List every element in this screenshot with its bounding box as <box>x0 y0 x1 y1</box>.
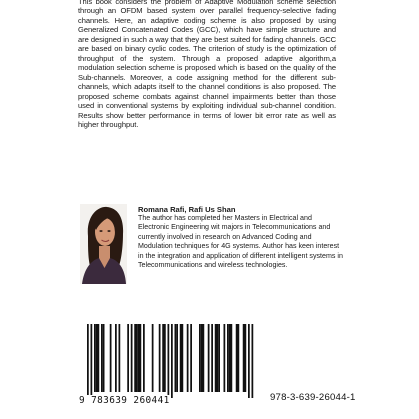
barcode-bar <box>101 324 103 392</box>
barcode-bar <box>168 324 170 398</box>
barcode-bar <box>140 324 142 392</box>
barcode-bar <box>208 324 210 392</box>
barcode-digits: 9 783639 260441 <box>79 395 170 406</box>
barcode-bar <box>143 324 145 392</box>
barcode-bar <box>171 324 173 398</box>
barcode-bar <box>91 324 93 398</box>
barcode-bar <box>96 324 98 392</box>
barcode-bar <box>245 324 247 392</box>
barcode-bar <box>175 324 177 392</box>
author-bio: The author has completed her Masters in Electrical and Electronic Engineering wit majors in Telecommunications and currently involved in research on Advanced Coding and Modulation techniques for 4G systems. Author has keen interest in the integration and application of different intelligent systems in Telecommunications and wireless technologies. <box>138 214 343 270</box>
barcode-bar <box>134 324 136 392</box>
barcode-bar <box>182 324 184 392</box>
barcode-bar <box>180 324 182 392</box>
barcode-bar <box>131 324 133 392</box>
barcode-bar <box>203 324 205 392</box>
barcode-bar <box>127 324 129 392</box>
barcode-bar <box>164 324 166 392</box>
barcode-bar <box>201 324 203 392</box>
barcode-bar <box>98 324 100 392</box>
isbn-number: 978-3-639-26044-1 <box>270 392 356 403</box>
barcode-bar <box>231 324 233 392</box>
barcode-bar <box>152 324 154 392</box>
barcode-bar <box>217 324 219 392</box>
barcode-bar <box>243 324 245 392</box>
barcode-bar <box>103 324 105 392</box>
barcode-bar <box>236 324 238 392</box>
barcode-bar <box>218 324 220 392</box>
book-description: This book considers the problem of Adaptive Modulation scheme selection through an OFDM based system over parallel frequency-selective fading channels. Here, an adaptive coding scheme is also proposed by using Generalized Concatenated Codes (GCC), which have simple structure and are designed in such a way that they are best suited for fading channels. GCC are based on binary cyclic codes. The criterion of study is the optimization of throughput of the system. Through a proposed adaptive algorithm,a modulation selection scheme is proposed which is based on the quality of the Sub-channels. Moreover, a code assigning method for the different sub-channels, which adapts itself to the channel conditions is also proposed. The proposed scheme combats against channel impairments better than those used in conventional systems by exploiting individual sub-channel condition. Results show better performance in terms of lower bit error rate as well as higher throughput. <box>78 0 336 130</box>
barcode-bar <box>138 324 140 392</box>
barcode-bar <box>199 324 201 392</box>
barcode-bar <box>215 324 217 392</box>
barcode-bar <box>252 324 254 398</box>
barcode-bar <box>187 324 189 392</box>
barcode-bar <box>190 324 192 392</box>
barcode-bar <box>248 324 250 398</box>
barcode-bar <box>159 324 161 392</box>
barcode-bar <box>162 324 164 392</box>
barcode-bar <box>211 324 213 392</box>
author-photo <box>80 204 127 284</box>
barcode-bar <box>110 324 112 392</box>
barcode-bar <box>238 324 240 392</box>
barcode-bar <box>229 324 231 392</box>
barcode-bar <box>136 324 138 392</box>
barcode-bar <box>94 324 96 392</box>
barcode-bar <box>224 324 226 392</box>
barcode-bar <box>115 324 117 392</box>
barcode-bar <box>87 324 89 398</box>
barcode-bar <box>119 324 121 392</box>
barcode-bar <box>227 324 229 392</box>
author-name: Romana Rafi, Rafi Us Shan <box>138 205 236 214</box>
barcode-bar <box>176 324 178 392</box>
